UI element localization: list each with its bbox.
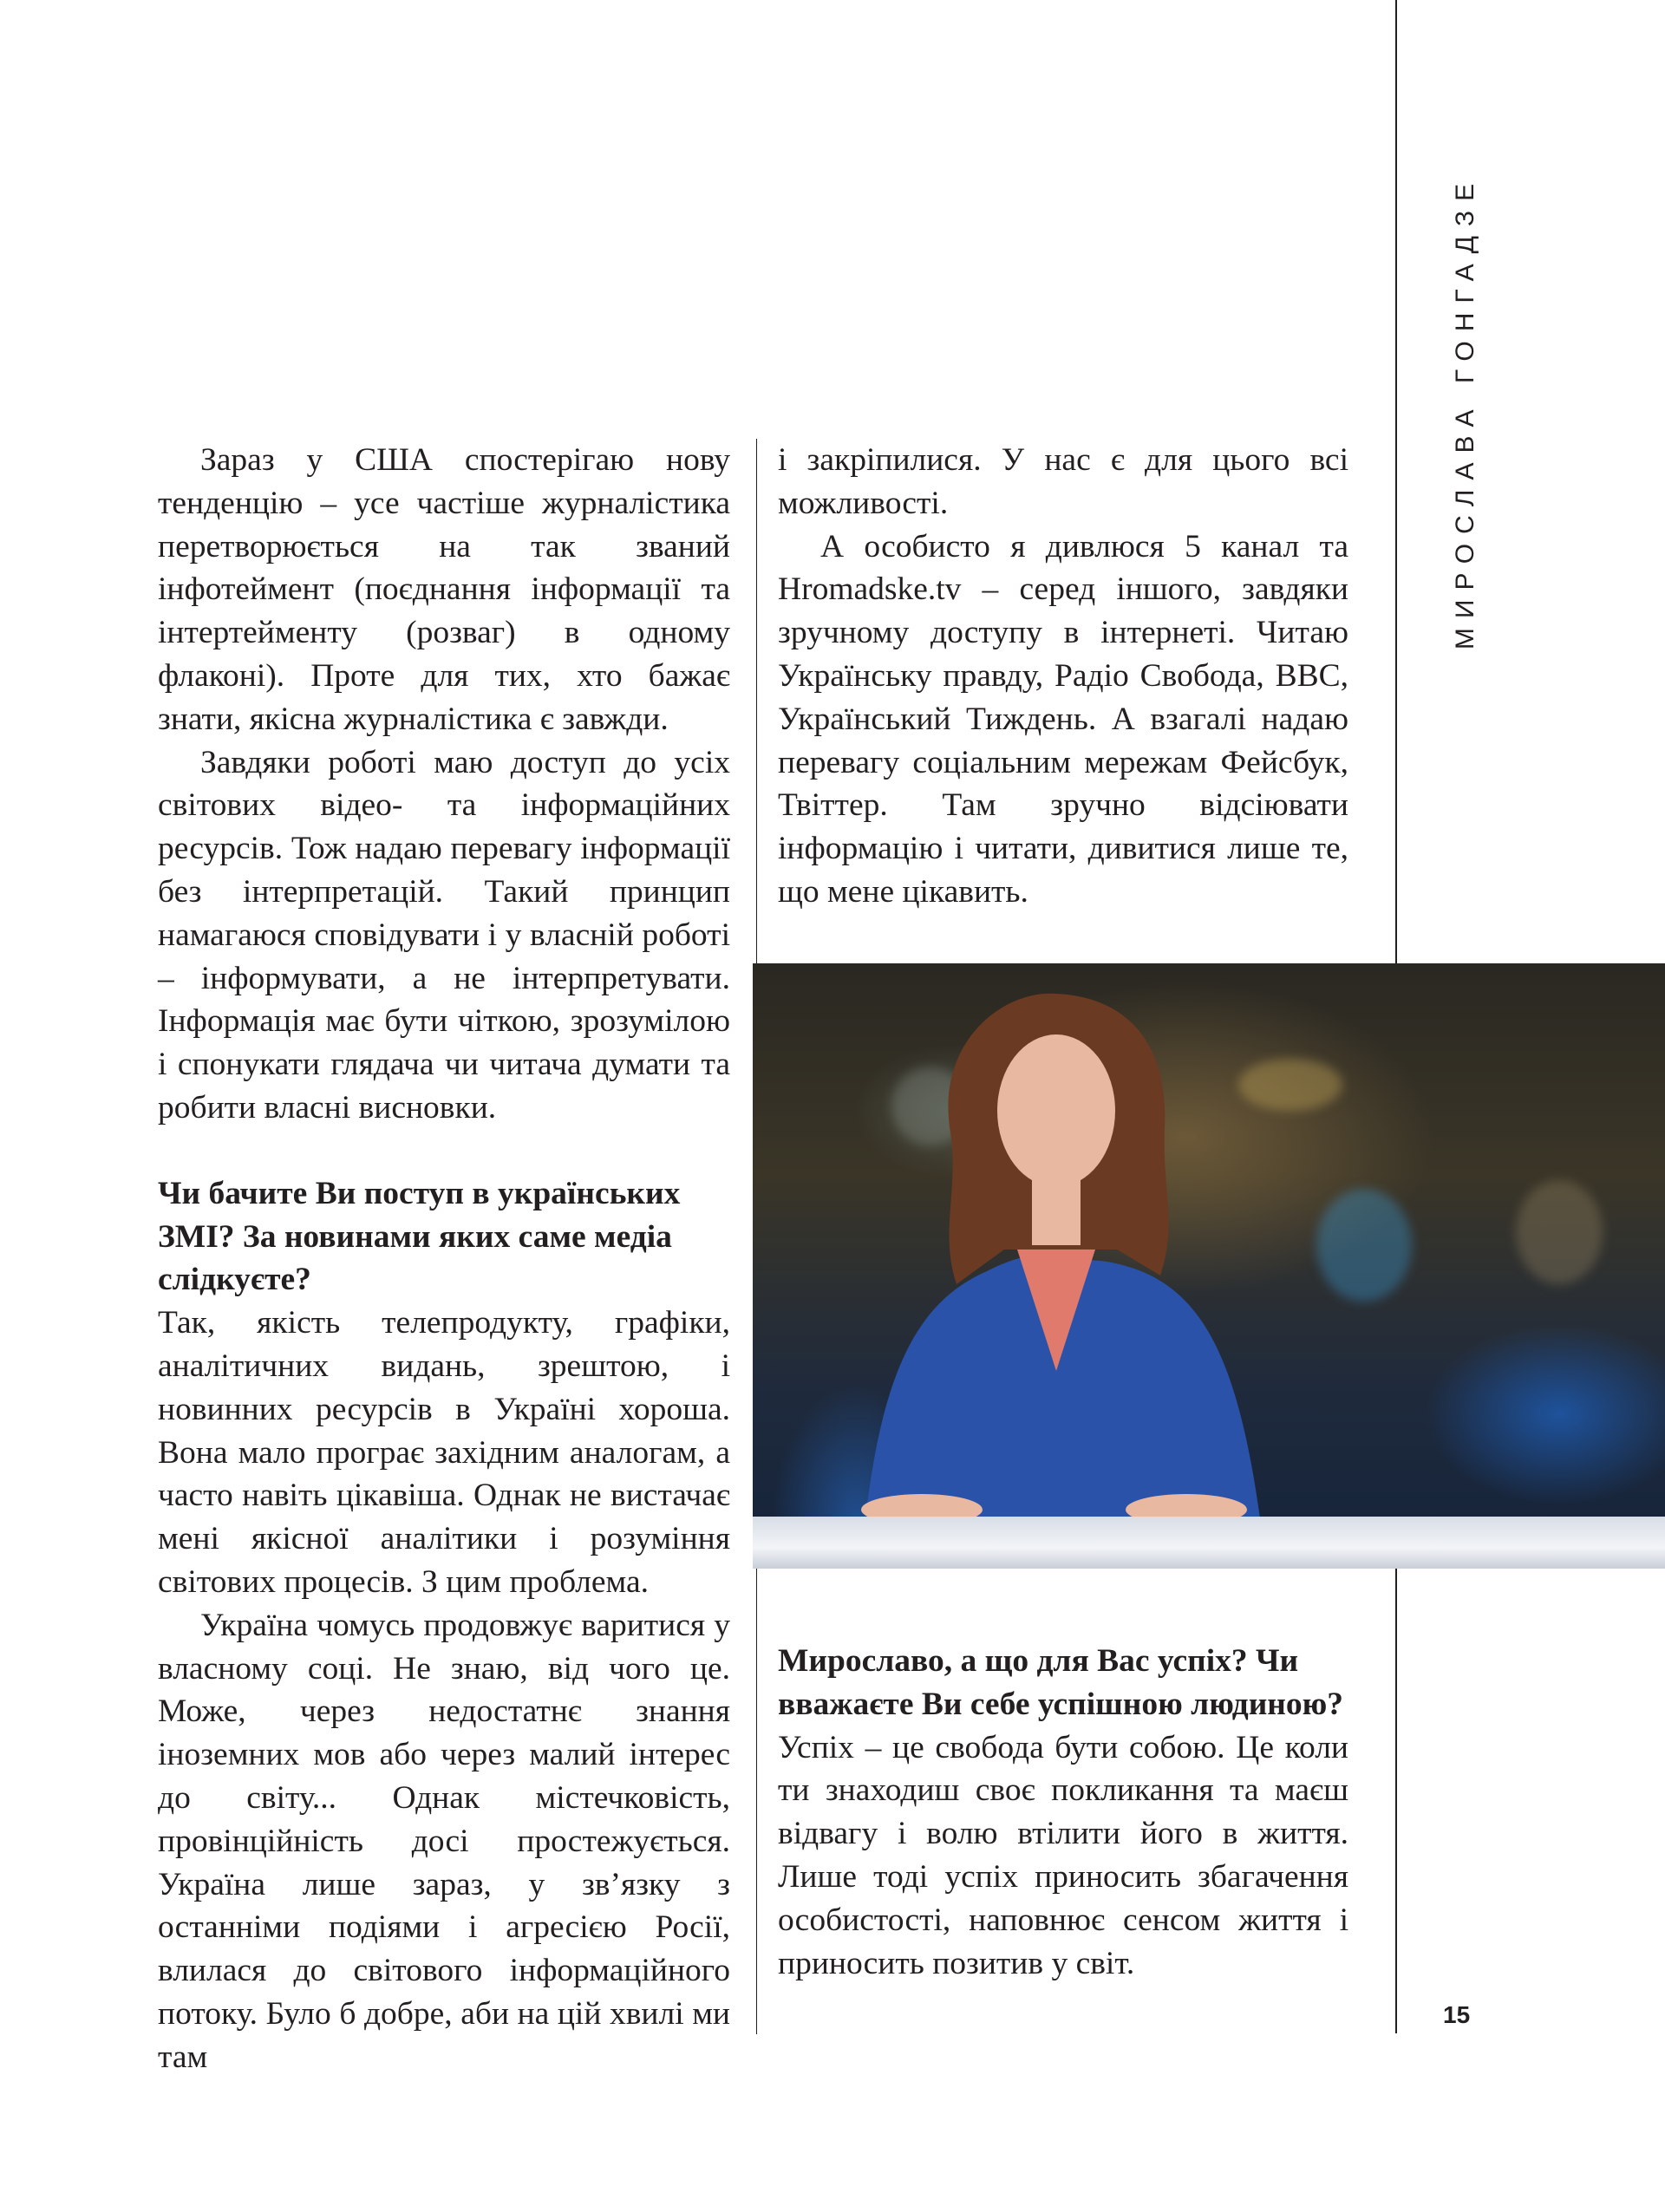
interview-answer: Успіх – це свобода бути собою. Це коли ти знаходиш своє покликання та маєш відвагу і волю втілити його в життя. Лише тоді успіх приносить збагачення особистості, наповнює сенсом життя і приносить позитив у світ. bbox=[778, 1729, 1348, 1981]
paragraph: Україна чомусь продовжує варитися у власному соці. Не знаю, від чого це. Може, через недостатнє знання іноземних мов або через малий інтерес до світу... Однак містечковість, провінційність досі простежується. Україна лише зараз, у зв’язку з останніми подіями і агресією Росії, влилася до світового інформаційного потоку. Було б добре, аби на цій хвилі ми там bbox=[158, 1607, 730, 2075]
interview-question: Чи бачите Ви поступ в українських ЗМІ? За новинами яких саме медіа слідкуєте? bbox=[158, 1175, 681, 1298]
page-number: 15 bbox=[1443, 2001, 1471, 2028]
paragraph: Завдяки роботі маю доступ до усіх світових відео- та інформаційних ресурсів. Тож надаю перевагу інформації без інтерпретацій. Такий принцип намагаюся сповідувати і у власній роботі – інформувати, а не інтерпретувати. Інформація має бути чіткою, зрозумілою і спонукати глядача чи читача думати та робити власні висновки. bbox=[158, 744, 730, 1126]
news-anchor-figure bbox=[753, 963, 1665, 1569]
paragraph: А особисто я дивлюся 5 канал та Hromadske.tv – серед іншого, завдяки зручному доступу в інтернеті. Читаю Українську правду, Радіо Свобода, BBC, Український Тиждень. А взагалі надаю перевагу соціальним мережам Фейсбук, Твіттер. Там зручно відсіювати інформацію і читати, дивитися лише те, що мене цікавить. bbox=[778, 528, 1348, 910]
column-divider bbox=[756, 1566, 757, 2034]
face bbox=[997, 1034, 1115, 1187]
interview-question: Мирославо, а що для Вас успіх? Чи вважаєте Ви себе успішною людиною? bbox=[778, 1643, 1344, 1722]
right-column-bottom bbox=[778, 1640, 1348, 1985]
interview-answer: Так, якість телепродукту, графіки, аналітичних видань, зрештою, і новинних ресурсів в Україні хороша. Вона мало програє західним аналогам, а часто навіть цікавіша. Однак не вистачає мені якісної аналітики і розуміння світових процесів. З цим проблема. bbox=[158, 1305, 730, 1600]
running-head-text: МИРОСЛАВА ГОНГАДЗЕ bbox=[1451, 173, 1479, 650]
paragraph: і закріпилися. У нас є для цього всі можливості. bbox=[778, 442, 1348, 521]
right-column-top bbox=[778, 439, 1348, 914]
news-desk bbox=[753, 1517, 1665, 1569]
anchor-photo bbox=[753, 963, 1665, 1569]
column-divider bbox=[756, 439, 757, 963]
running-head bbox=[1440, 173, 1492, 650]
left-column bbox=[158, 439, 730, 2078]
paragraph: Зараз у США спостерігаю нову тенденцію – усе частіше журналістика перетворюється на так званий інфотеймент (поєднання інформації та інтертейменту (розваг) в одному флаконі). Проте для тих, хто бажає знати, якісна журналістика є завжди. bbox=[158, 442, 730, 737]
